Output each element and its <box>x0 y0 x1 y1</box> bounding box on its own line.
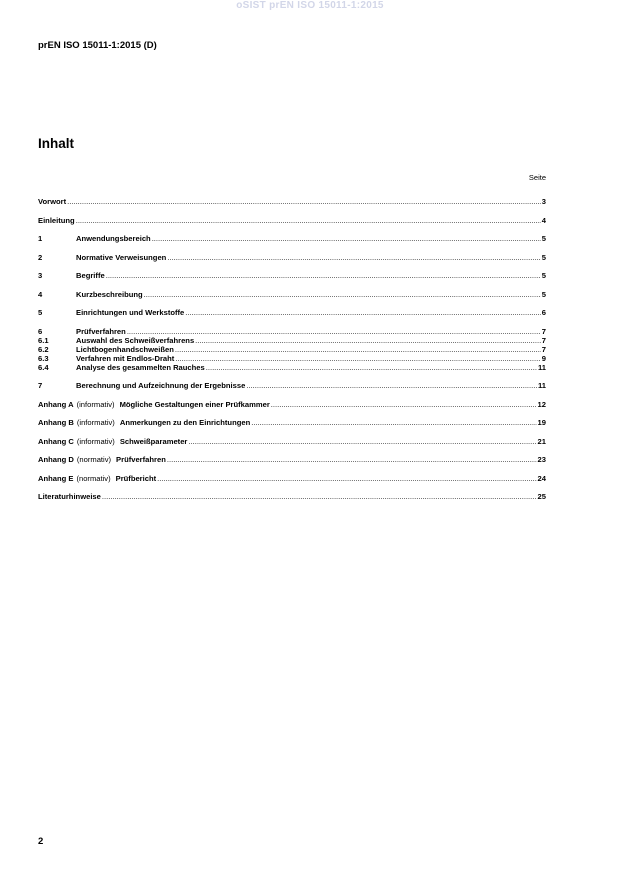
toc-entry-3[interactable] <box>38 271 546 280</box>
toc-entry-page: 9 <box>541 353 546 363</box>
toc-entry-5[interactable] <box>38 308 546 317</box>
toc-annex-d[interactable] <box>38 455 546 464</box>
dot-leader <box>185 308 540 317</box>
toc-entry-6-4[interactable] <box>38 363 546 372</box>
toc-entry-page: 11 <box>537 362 546 372</box>
annex-title: Prüfverfahren <box>116 455 166 464</box>
annex-type: (informativ) <box>76 418 115 427</box>
toc-entry-number: 6 <box>38 326 43 336</box>
dot-leader <box>157 474 536 483</box>
toc-entry-title: Einleitung <box>38 215 75 225</box>
toc-entry-number: 7 <box>38 381 43 390</box>
toc-entry-page: 3 <box>541 197 546 206</box>
page-column-label: Seite <box>528 173 546 182</box>
toc-entry-7[interactable] <box>38 381 546 390</box>
dot-leader <box>175 354 540 363</box>
toc-entry-title: Literaturhinweise <box>38 492 101 501</box>
toc-entry-title: Auswahl des Schweißverfahrens <box>76 335 195 345</box>
toc-entry-page: 21 <box>537 436 546 446</box>
toc-entry-title: Kurzbeschreibung <box>76 289 143 299</box>
dot-leader <box>271 400 537 409</box>
toc-entry-page: 7 <box>541 335 546 345</box>
annex-type: (informativ) <box>76 436 115 446</box>
toc-entry-page: 25 <box>537 492 546 501</box>
toc-heading: Inhalt <box>38 136 74 151</box>
toc-entry-1[interactable] <box>38 234 546 243</box>
dot-leader <box>195 336 541 345</box>
dot-leader <box>251 418 536 427</box>
table-of-contents <box>38 197 546 501</box>
toc-entry-title: Verfahren mit Endlos-Draht <box>76 353 175 363</box>
toc-entry-title: Berechnung und Aufzeichnung der Ergebnisse <box>76 381 246 390</box>
toc-annex-c[interactable] <box>38 437 546 446</box>
dot-leader <box>188 437 536 446</box>
toc-entry-number: 4 <box>38 289 43 299</box>
page-number: 2 <box>38 836 44 847</box>
dot-leader <box>76 216 541 225</box>
toc-entry-title: Analyse des gesammelten Rauches <box>76 362 205 372</box>
annex-type: (normativ) <box>76 455 112 464</box>
toc-entry-6-3[interactable] <box>38 354 546 363</box>
dot-leader <box>167 455 537 464</box>
toc-entry-number: 6.3 <box>38 353 49 363</box>
dot-leader <box>106 271 541 280</box>
toc-entry-title: Einrichtungen und Werkstoffe <box>76 308 185 317</box>
toc-entry-number: 1 <box>38 234 43 243</box>
toc-entry-2[interactable] <box>38 253 546 262</box>
toc-entry-einleitung[interactable] <box>38 216 546 225</box>
dot-leader <box>152 234 541 243</box>
toc-entry-page: 12 <box>537 399 546 409</box>
toc-entry-page: 7 <box>541 326 546 336</box>
toc-entry-page: 5 <box>541 289 546 299</box>
toc-annex-a[interactable] <box>38 400 546 409</box>
annex-label: Anhang A <box>38 399 74 409</box>
toc-entry-number: 6.4 <box>38 362 49 372</box>
toc-entry-title: Normative Verweisungen <box>76 252 167 262</box>
toc-entry-literaturhinweise[interactable] <box>38 492 546 501</box>
toc-entry-4[interactable] <box>38 290 546 299</box>
toc-entry-title: Anwendungsbereich <box>76 234 151 243</box>
toc-entry-number: 2 <box>38 252 43 262</box>
toc-entry-number: 6.1 <box>38 335 49 345</box>
annex-type: (informativ) <box>76 399 115 409</box>
toc-entry-page: 4 <box>541 215 546 225</box>
toc-entry-page: 19 <box>537 418 546 427</box>
toc-entry-6-2[interactable] <box>38 345 546 354</box>
dot-leader <box>175 345 541 354</box>
annex-label: Anhang D <box>38 455 74 464</box>
toc-annex-b[interactable] <box>38 418 546 427</box>
toc-entry-page: 23 <box>537 455 546 464</box>
toc-entry-vorwort[interactable] <box>38 197 546 206</box>
dot-leader <box>67 197 541 206</box>
annex-type: (normativ) <box>76 473 111 483</box>
annex-title: Schweißparameter <box>119 436 188 446</box>
annex-title: Anmerkungen zu den Einrichtungen <box>119 418 251 427</box>
document-id: prEN ISO 15011-1:2015 (D) <box>38 40 157 51</box>
toc-entry-number: 3 <box>38 271 43 280</box>
toc-entry-page: 6 <box>541 308 546 317</box>
toc-entry-page: 7 <box>541 344 546 354</box>
toc-entry-page: 5 <box>541 234 546 243</box>
dot-leader <box>246 381 537 390</box>
toc-entry-title: Begriffe <box>76 271 105 280</box>
toc-entry-6-1[interactable] <box>38 336 546 345</box>
toc-entry-number: 5 <box>38 308 43 317</box>
annex-label: Anhang C <box>38 436 74 446</box>
toc-entry-title: Prüfverfahren <box>76 326 126 336</box>
dot-leader <box>167 253 540 262</box>
annex-label: Anhang B <box>38 418 74 427</box>
annex-label: Anhang E <box>38 473 74 483</box>
toc-entry-page: 5 <box>541 252 546 262</box>
toc-entry-title: Vorwort <box>38 197 67 206</box>
dot-leader <box>144 290 541 299</box>
toc-entry-page: 24 <box>537 473 546 483</box>
dot-leader <box>102 492 537 501</box>
watermark: oSIST prEN ISO 15011-1:2015 <box>236 0 384 11</box>
dot-leader <box>127 327 541 336</box>
annex-title: Prüfbericht <box>115 473 157 483</box>
toc-annex-e[interactable] <box>38 474 546 483</box>
toc-entry-number: 6.2 <box>38 344 49 354</box>
toc-entry-page: 11 <box>537 381 546 390</box>
dot-leader <box>206 363 537 372</box>
toc-entry-6[interactable] <box>38 327 546 336</box>
toc-entry-page: 5 <box>541 271 546 280</box>
annex-title: Mögliche Gestaltungen einer Prüfkammer <box>119 399 270 409</box>
toc-entry-title: Lichtbogenhandschweißen <box>76 344 174 354</box>
